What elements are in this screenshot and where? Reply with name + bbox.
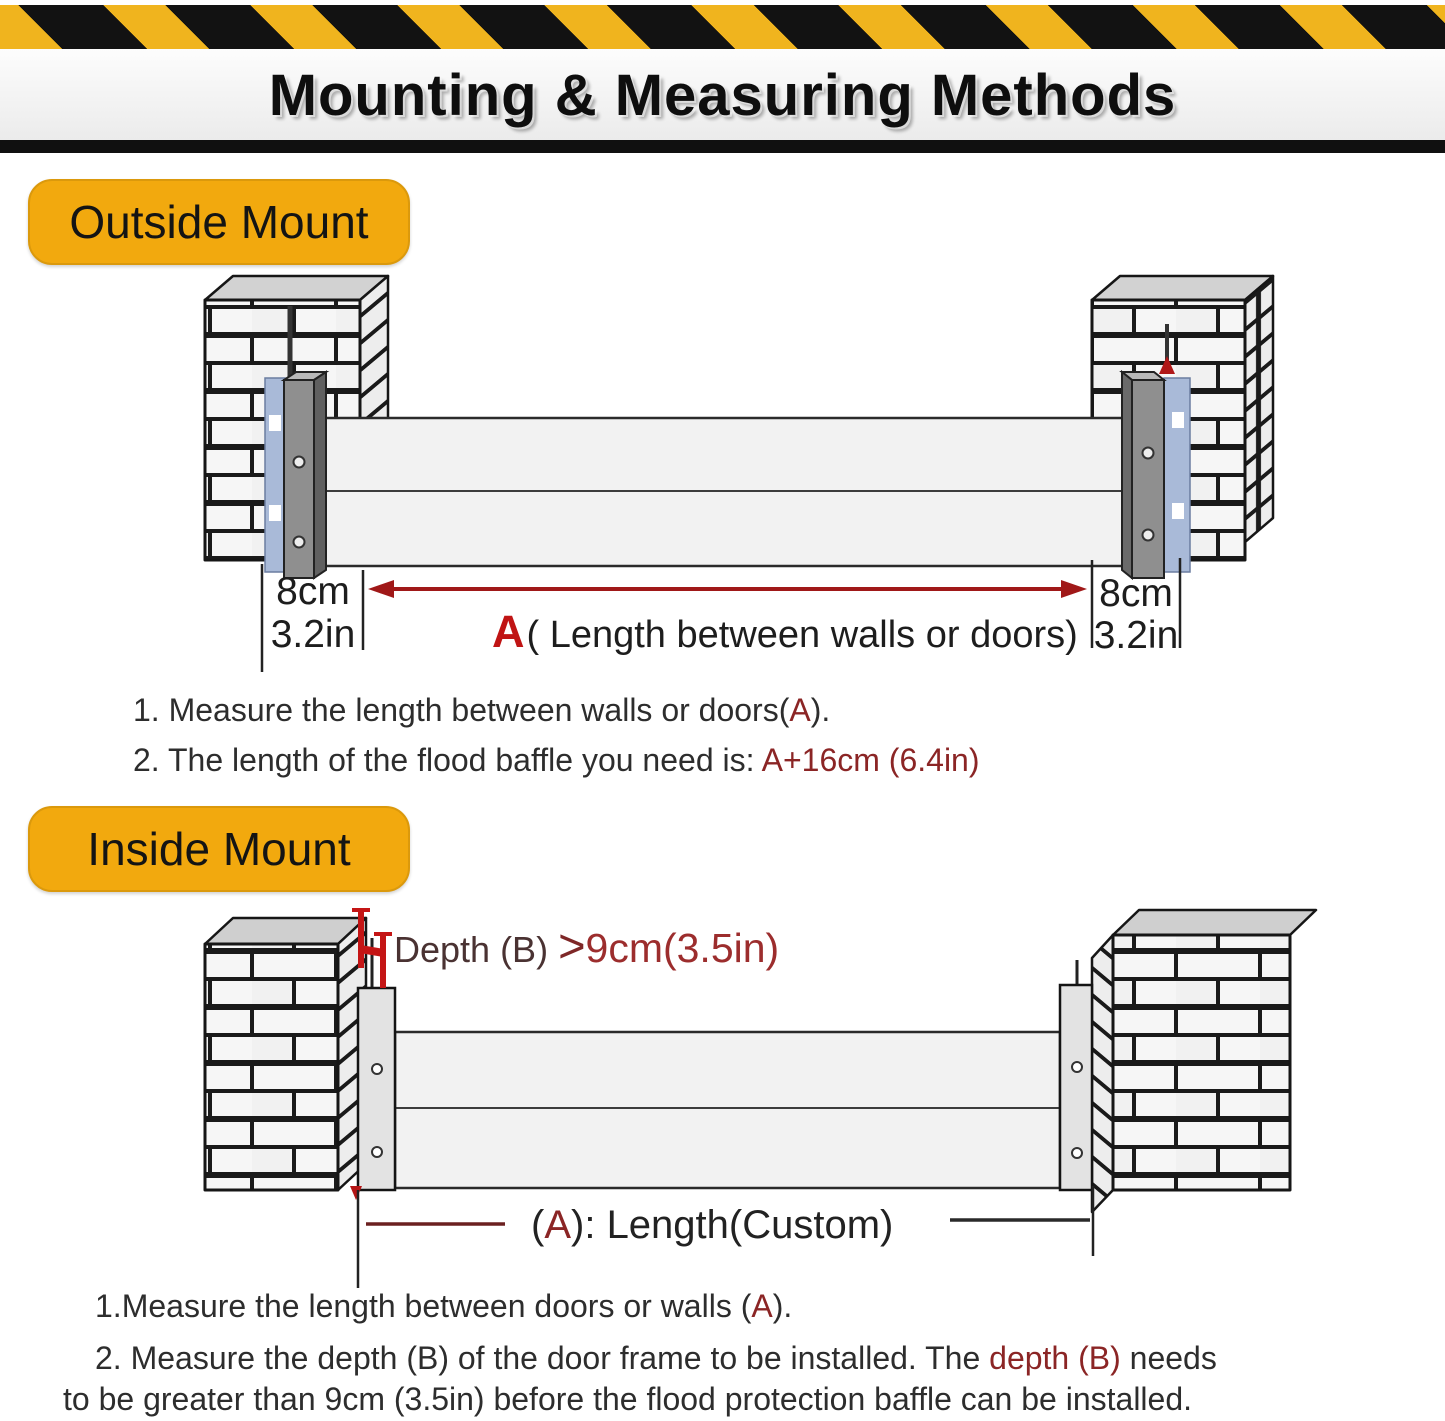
outside-length-label-a: A: [492, 606, 525, 657]
inside-step-2-text: 2. Measure the depth (B) of the door frame to be installed. The: [95, 1340, 990, 1376]
inside-left-brick-pillar: [205, 918, 366, 1190]
inside-left-mounting-bracket: [358, 988, 395, 1190]
inside-step-1-a: A: [751, 1288, 773, 1324]
outside-step-2-text: 2. The length of the flood baffle you need is:: [133, 742, 762, 778]
inside-step-2-line-2: to be greater than 9cm (3.5in) before the flood protection baffle can be installed.: [63, 1381, 1193, 1417]
outside-length-label-text: ( Length between walls or doors): [526, 614, 1078, 656]
inside-step-2-needs: needs: [1120, 1340, 1217, 1376]
outside-step-1: [133, 692, 830, 729]
outside-mount-badge: Outside Mount: [28, 179, 410, 265]
outside-length-arrow: [368, 580, 1087, 598]
page-title: Mounting & Measuring Methods: [268, 63, 1177, 128]
outside-right-offset-cm: 8cm: [1099, 572, 1173, 615]
outside-left-offset-in: 3.2in: [270, 613, 356, 656]
inside-mount-badge: Inside Mount: [28, 806, 410, 892]
outside-left-seal-strip: [265, 378, 285, 572]
depth-b-value: 9cm(3.5in): [585, 925, 780, 971]
inside-length-a: A: [544, 1203, 572, 1247]
depth-b-label: [394, 918, 779, 973]
outside-step-2: [133, 742, 980, 779]
outside-left-mounting-bracket: [284, 372, 326, 578]
inside-step-1-end: ).: [772, 1288, 793, 1324]
inside-left-red-wedge: [350, 1186, 362, 1200]
inside-length-open: (: [531, 1203, 545, 1247]
outside-right-seal-strip: [1164, 378, 1190, 572]
outside-flood-barrier-panel: [320, 418, 1136, 566]
depth-b-gt-sign: >: [558, 919, 586, 972]
outside-step-1-end: ).: [810, 692, 831, 728]
outside-right-mounting-bracket: [1122, 372, 1164, 578]
outside-step-2-formula: A+16cm (6.4in): [761, 742, 980, 778]
inside-flood-barrier-panel: [395, 1032, 1060, 1188]
outside-left-offset-cm: 8cm: [276, 570, 350, 613]
depth-b-label-text: Depth (B): [394, 929, 559, 970]
inside-step-1-text: 1.Measure the length between doors or walls (: [95, 1288, 752, 1324]
inside-length-label: [531, 1203, 893, 1248]
inside-right-mounting-bracket: [1060, 985, 1092, 1190]
outside-length-label: [492, 606, 1078, 658]
inside-step-2-depth-b: depth (B): [989, 1340, 1121, 1376]
outside-right-offset-in: 3.2in: [1093, 614, 1179, 657]
inside-length-text: ): Length(Custom): [571, 1203, 894, 1247]
outside-step-1-text: 1. Measure the length between walls or doors(: [133, 692, 790, 728]
outside-step-1-a: A: [789, 692, 811, 728]
inside-right-brick-pillar: [1092, 910, 1316, 1212]
inside-step-1: [95, 1288, 792, 1325]
inside-step-2-line-1: [95, 1340, 1217, 1377]
